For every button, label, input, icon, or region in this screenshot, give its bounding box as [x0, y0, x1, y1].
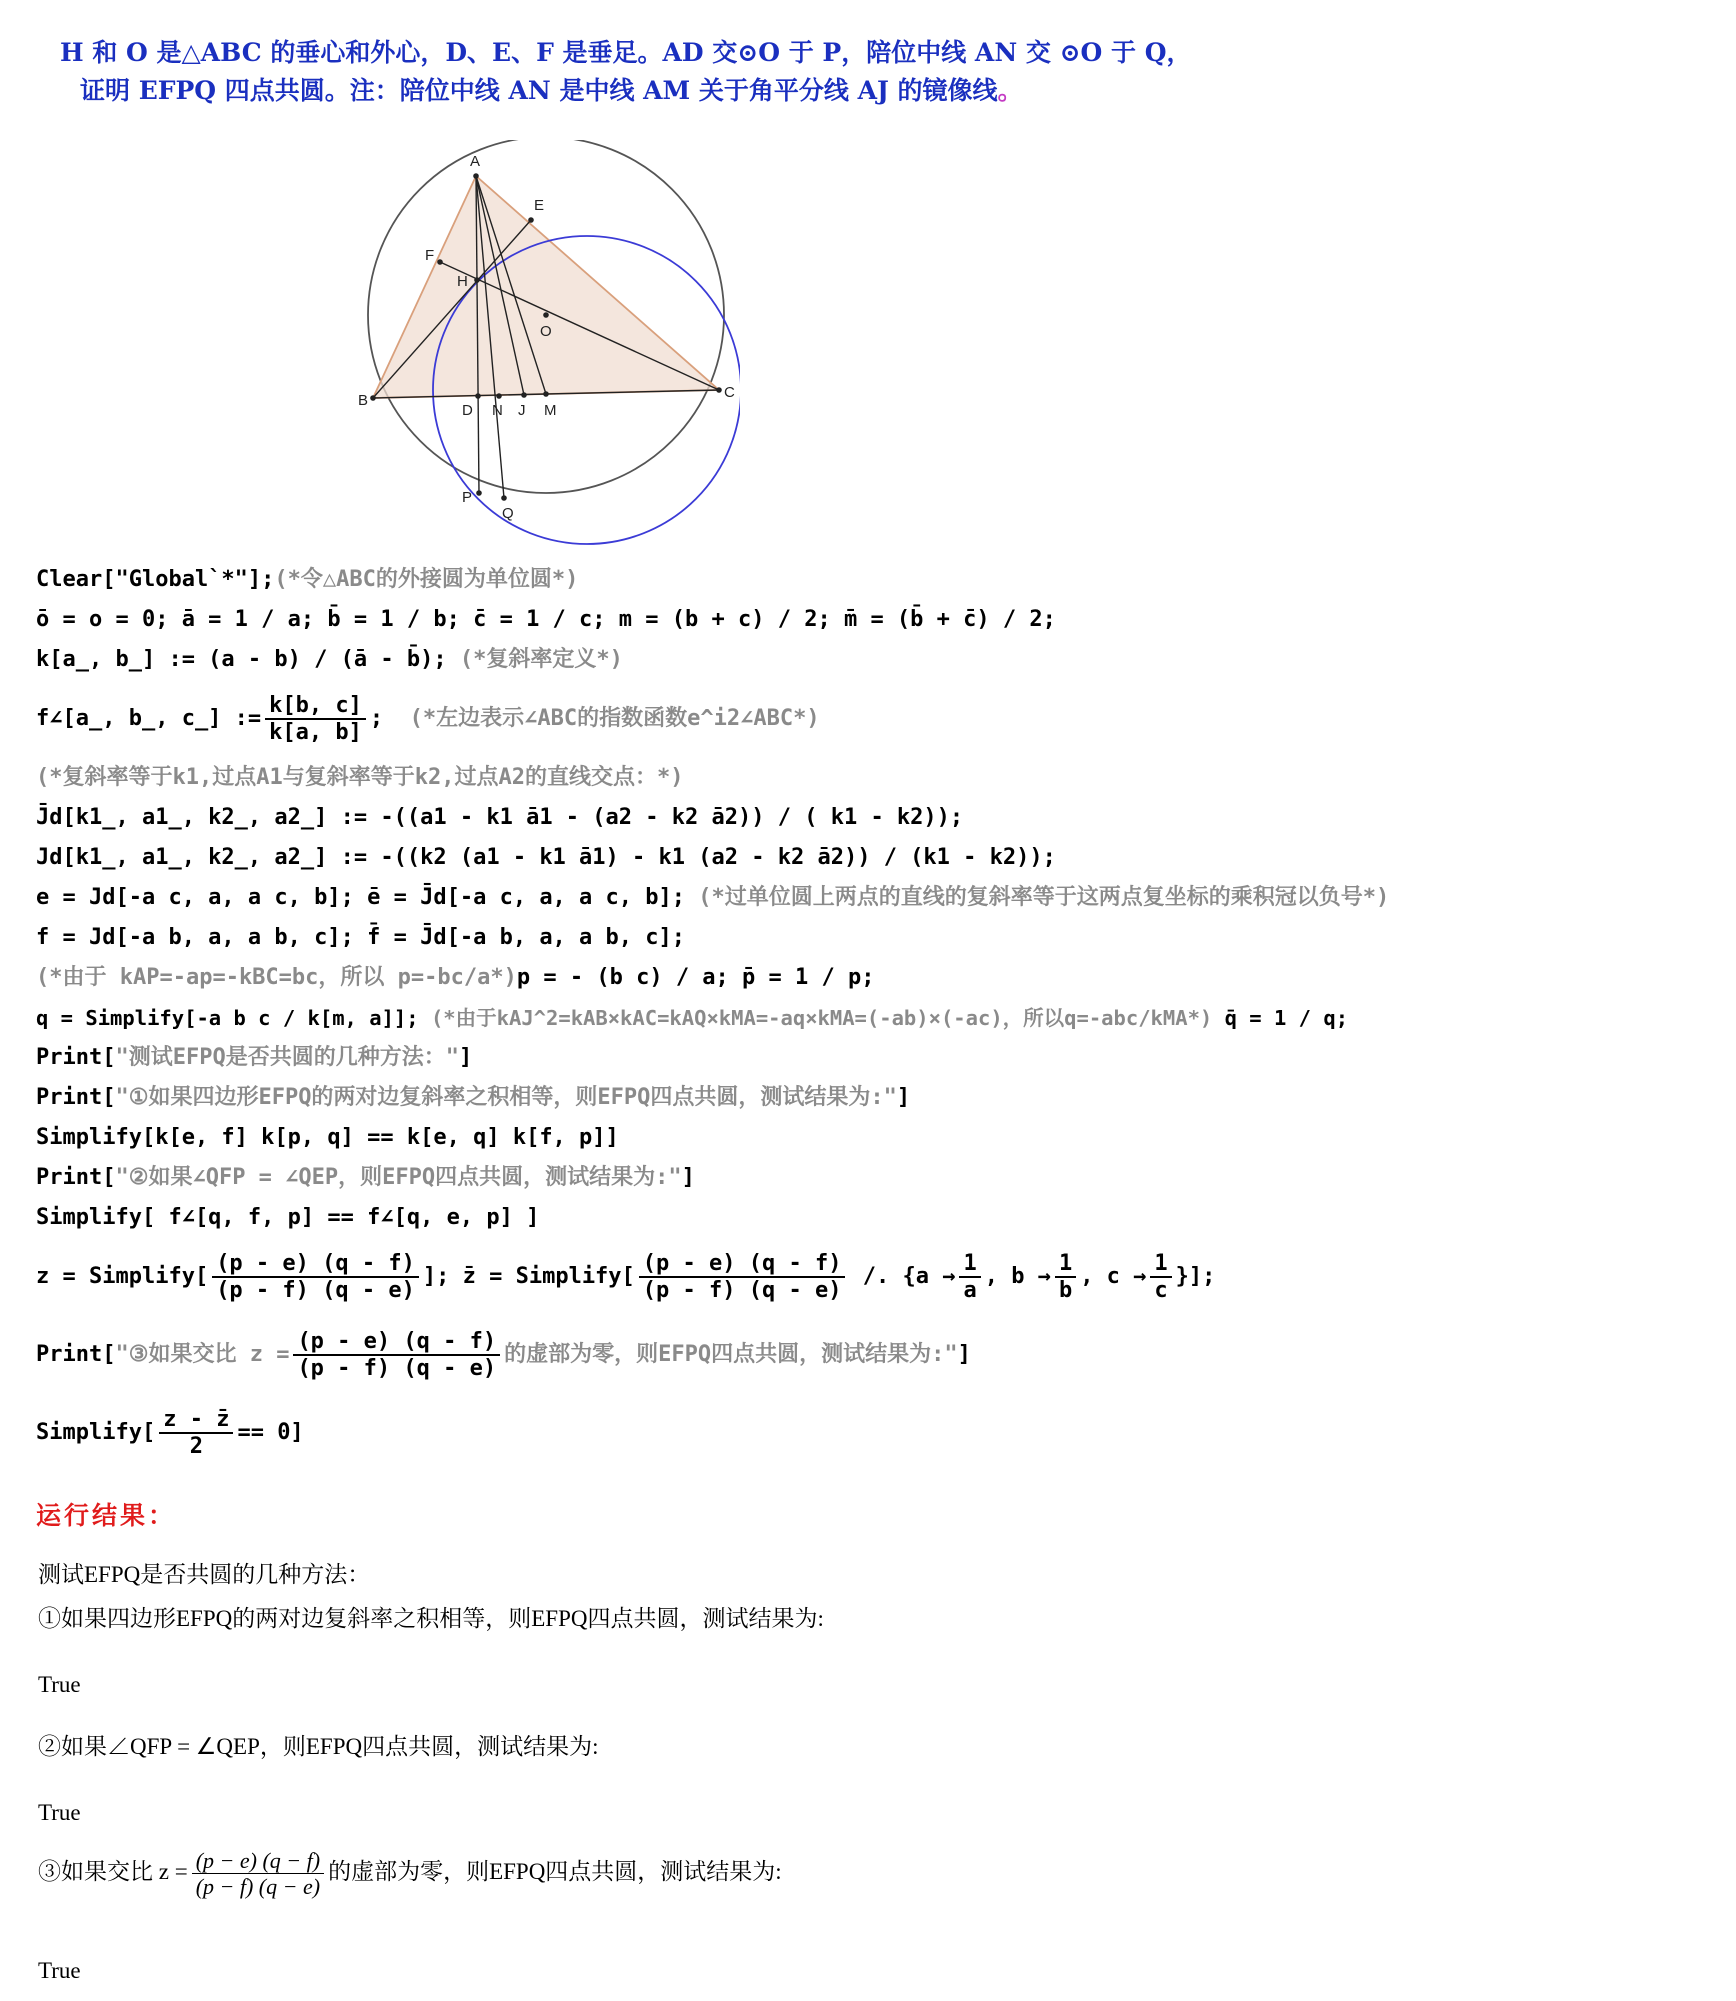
result-true-2: True	[38, 1800, 81, 1825]
point-j	[521, 392, 527, 398]
code-line-6: J̄d[k1_, a1_, k2_, a2_] := -((a1 - k1 ā1 - (a2 - k2 ā2)) / ( k1 - k2));	[36, 805, 964, 830]
point-f	[437, 259, 443, 265]
code-line-17: z = Simplify[ $\frac{(p - e) (q - f)}{(p - f) (q - e)}$ ]; z̄ = Simplify[ $\frac{(p - e) (q - f)}{(p - f) (q - e)}$ /. {a → $\frac{1}{a}$ , b → $\frac{1}{b}$ , c → $\frac{1}{c}$ }];	[36, 1250, 1216, 1303]
point-q	[501, 495, 507, 501]
code-end: }];	[1175, 1264, 1216, 1289]
code-fraction	[293, 1329, 500, 1382]
fraction-numerator: (p - e) (q - f)	[212, 1251, 419, 1278]
code-string: "①如果四边形EFPQ的两对边复斜率之积相等，则EFPQ四点共圆，测试结果为:"	[115, 1085, 897, 1110]
code-bracket: ]	[681, 1165, 695, 1190]
result-text: 的虚部为零，则EFPQ四点共圆，测试结果为:	[328, 1859, 782, 1885]
code-e-def: e = Jd[-a c, a, a c, b]; ē = J̄d[-a c, a, a c, b];	[36, 885, 686, 910]
point-c	[716, 387, 722, 393]
fraction-numerator: 1	[1150, 1251, 1171, 1278]
fraction-denominator: 2	[189, 1434, 203, 1459]
code-line-12	[36, 1038, 1716, 1078]
code-bracket: ]	[957, 1342, 971, 1367]
fraction-numerator: (p − e) (q − f)	[192, 1848, 324, 1874]
code-simplify: Simplify[	[36, 1420, 156, 1445]
code-comment: (*复斜率定义*)	[459, 647, 623, 672]
code-fraction	[265, 693, 366, 746]
code-comment: (*由于 kAP=-ap=-kBC=bc，所以 p=-bc/a*)	[36, 965, 517, 990]
result-text: ③如果交比 z =	[38, 1859, 188, 1885]
point-d	[475, 393, 481, 399]
problem-line-2	[60, 72, 1700, 110]
fraction-denominator: (p − f) (q − e)	[195, 1874, 321, 1900]
code-line-1	[36, 560, 1716, 600]
code-p-def: p = - (b c) / a; p̄ = 1 / p;	[516, 965, 875, 990]
result-line-2: ①如果四边形EFPQ的两对边复斜率之积相等，则EFPQ四点共圆，测试结果为:	[38, 1606, 824, 1631]
fraction-denominator: (p - f) (q - e)	[642, 1278, 842, 1303]
code-q-def: q = Simplify[-a b c / k[m, a]];	[36, 1006, 419, 1030]
code-block	[36, 560, 1716, 1472]
code-line-9: f = Jd[-a b, a, a b, c]; f̄ = J̄d[-a b, a, a b, c];	[36, 925, 686, 950]
label-p: P	[462, 489, 473, 506]
result-line-1: 测试EFPQ是否共圆的几种方法：	[38, 1562, 371, 1587]
fraction-denominator: b	[1058, 1278, 1073, 1303]
result-line-4: ②如果∠QFP = ∠QEP，则EFPQ四点共圆，测试结果为:	[38, 1734, 599, 1759]
problem-line-2-text: 证明 EFPQ 四点共圆。注：陪位中线 AN 是中线 AM 关于角平分线 AJ 的镜像线	[80, 76, 998, 105]
code-replace-rule: /. {a →	[862, 1264, 956, 1289]
code-line-16: Simplify[ f∠[q, f, p] == f∠[q, e, p] ]	[36, 1205, 540, 1230]
fraction-numerator: k[b, c]	[265, 693, 366, 720]
code-line-13	[36, 1078, 1716, 1118]
label-n: N	[492, 402, 503, 419]
code-fangle-def: f∠[a_, b_, c_] :=	[36, 706, 262, 731]
label-a: A	[470, 153, 481, 170]
code-comment: (*令△ABC的外接圆为单位圆*)	[274, 567, 579, 592]
label-d: D	[462, 402, 473, 419]
code-bracket: == 0]	[237, 1420, 304, 1445]
code-fraction	[639, 1251, 846, 1304]
fraction-denominator: (p - f) (q - e)	[216, 1278, 415, 1303]
code-fraction	[159, 1407, 233, 1460]
code-comment: (*由于kAJ^2=kAB×kAC=kAQ×kMA=-aq×kMA=(-ab)×(-ac)，所以q=-abc/kMA*)	[430, 1006, 1213, 1030]
point-n	[496, 393, 502, 399]
code-line-3	[36, 640, 1716, 680]
triangle-abc	[373, 176, 719, 398]
problem-statement	[60, 34, 1700, 110]
results-heading: 运行结果：	[36, 1501, 177, 1530]
fraction-numerator: (p - e) (q - f)	[639, 1251, 846, 1278]
code-line-10	[36, 958, 1716, 998]
code-line-15	[36, 1158, 1716, 1198]
fraction-denominator: c	[1154, 1278, 1168, 1303]
code-string: "③如果交比 z =	[115, 1342, 290, 1367]
code-line-8	[36, 878, 1716, 918]
code-fraction	[1055, 1251, 1076, 1304]
fraction-numerator: (p - e) (q - f)	[293, 1329, 500, 1356]
code-line-19	[36, 1394, 1716, 1472]
code-fraction	[212, 1251, 419, 1304]
point-a	[473, 173, 479, 179]
code-bracket: ]	[458, 1045, 473, 1070]
code-qbar-def: q̄ = 1 / q;	[1224, 1006, 1349, 1030]
code-zbar-def: ]; z̄ = Simplify[	[422, 1264, 635, 1289]
label-e: E	[534, 197, 545, 214]
geometry-figure	[340, 140, 740, 550]
code-clear: Clear["Global`*"];	[36, 567, 275, 592]
code-comment: (*左边表示∠ABC的指数函数e^i2∠ABC*)	[409, 706, 820, 731]
problem-line-1: H 和 O 是△ABC 的垂心和外心，D、E、F 是垂足。AD 交⊙O 于 P，陪位中线 AN 交 ⊙O 于 Q，	[60, 38, 1192, 67]
label-c: C	[724, 384, 735, 401]
fraction-numerator: 1	[1055, 1251, 1076, 1278]
code-line-14: Simplify[k[e, f] k[p, q] == k[e, q] k[f, p]]	[36, 1125, 619, 1150]
code-line-5: (*复斜率等于k1,过点A1与复斜率等于k2,过点A2的直线交点：*)	[36, 765, 684, 790]
code-print: Print[	[36, 1165, 116, 1190]
code-k-def: k[a_, b_] := (a - b) / (ā - b̄);	[36, 647, 447, 672]
label-b: B	[358, 392, 369, 409]
code-line-18	[36, 1316, 1716, 1394]
label-m: M	[544, 402, 557, 419]
point-h	[474, 277, 480, 283]
result-true-3: True	[38, 1958, 81, 1983]
label-j: J	[518, 402, 526, 419]
label-h: H	[457, 273, 468, 290]
fraction-denominator: (p - f) (q - e)	[297, 1356, 497, 1381]
code-fraction	[959, 1251, 980, 1304]
label-q: Q	[502, 505, 514, 522]
code-print: Print[	[36, 1085, 116, 1110]
code-string: 的虚部为零，则EFPQ四点共圆，测试结果为:"	[504, 1342, 958, 1367]
problem-line-2-end: 。	[997, 76, 1023, 105]
code-line-4	[36, 680, 1716, 758]
fraction-denominator: k[a, b]	[269, 720, 362, 745]
code-z-def: z = Simplify[	[36, 1264, 209, 1289]
label-f: F	[425, 247, 435, 264]
code-print: Print[	[36, 1342, 116, 1367]
code-line-7: Jd[k1_, a1_, k2_, a2_] := -((k2 (a1 - k1 ā1) - k1 (a2 - k2 ā2)) / (k1 - k2));	[36, 845, 1056, 870]
fraction-numerator: 1	[959, 1251, 980, 1278]
code-fraction	[1150, 1251, 1171, 1304]
point-o	[543, 312, 549, 318]
code-comment: (*过单位圆上两点的直线的复斜率等于这两点复坐标的乘积冠以负号*)	[698, 885, 1390, 910]
point-e	[528, 217, 534, 223]
code-string: "测试EFPQ是否共圆的几种方法："	[115, 1045, 459, 1070]
code-line-11	[36, 998, 1716, 1038]
point-m	[543, 391, 549, 397]
label-o: O	[540, 323, 552, 340]
result-true-1: True	[38, 1672, 81, 1697]
code-string: "②如果∠QFP = ∠QEP，则EFPQ四点共圆，测试结果为:"	[115, 1165, 682, 1190]
fraction-denominator: a	[963, 1278, 977, 1303]
code-bracket: ]	[896, 1085, 911, 1110]
point-b	[370, 395, 376, 401]
fraction-numerator: z - z̄	[159, 1407, 233, 1434]
result-line-6	[38, 1848, 1638, 1900]
code-print: Print[	[36, 1045, 116, 1070]
code-semicolon: ;	[369, 706, 384, 731]
point-p	[476, 490, 482, 496]
result-fraction	[192, 1848, 324, 1900]
code-line-2: ō = o = 0; ā = 1 / a; b̄ = 1 / b; c̄ = 1 / c; m = (b + c) / 2; m̄ = (b̄ + c̄) / 2;	[36, 607, 1056, 632]
